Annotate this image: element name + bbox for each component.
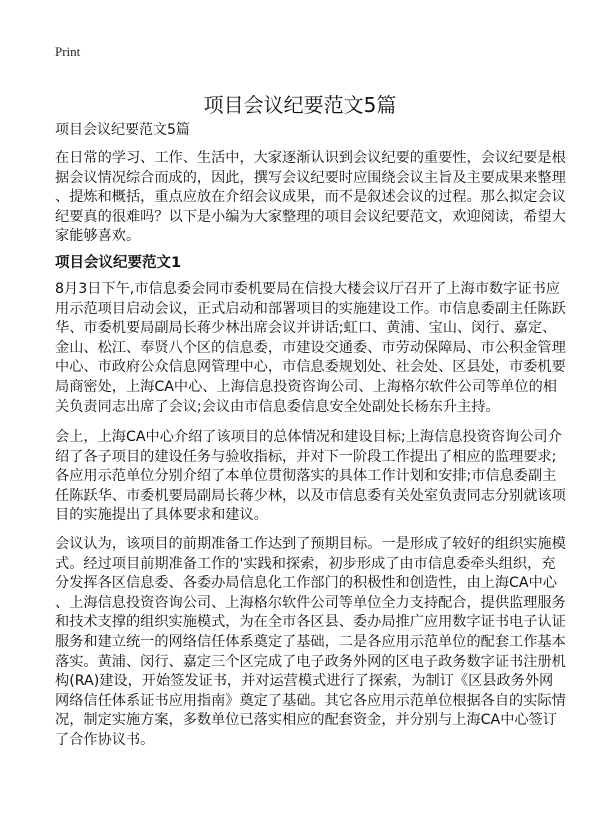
text-line: 、提炼和概括，重点应放在介绍会议成果，而不是叙述会议的过程。那么拟定会议 <box>55 189 566 206</box>
text-line: 式。经过项目前期准备工作的'实践和探索，初步形成了由市信息委牵头组织，充 <box>55 555 556 572</box>
text-line: 在日常的学习、工作、生活中，大家逐渐认识到会议纪要的重要性，会议纪要是根 <box>55 150 566 166</box>
page-title: 项目会议纪要范文5篇 <box>203 93 397 118</box>
text-line: 况，制定实施方案，多数单位已落实相应的配套资金，并分别与上海CA中心签订 <box>55 712 557 729</box>
text-line: 会上，上海CA中心介绍了该项目的总体情况和建设目标;上海信息投资咨询公司介 <box>55 429 562 445</box>
text-line: 据会议情况综合而成的，因此，撰写会议纪要时应围绕会议主旨及主要成果来整理 <box>55 169 566 186</box>
paragraph-1 <box>55 280 566 417</box>
text-line: 分发挥各区信息委、各委办局信息化工作部门的积极性和创造性，由上海CA中心 <box>55 575 557 592</box>
text-line: 金山、松江、奉贤八个区的信息委，市建设交通委、市劳动保障局、市公积金管理 <box>55 339 566 356</box>
text-line: 华、市委机要局副局长蒋少林出席会议并讲话;虹口、黄浦、宝山、闵行、嘉定、 <box>55 320 557 337</box>
text-line: 关负责同志出席了会议;会议由市信息委信息安全处副处长杨东升主持。 <box>55 398 500 415</box>
paragraph-2 <box>55 428 566 526</box>
text-line: 构(RA)建设，开始签发证书，并对运营模式进行了探索，为制订《区县政务外网 <box>55 673 554 690</box>
section-heading: 项目会议纪要范文1 <box>55 255 182 271</box>
text-line: 用示范项目启动会议，正式启动和部署项目的实施建设工作。市信息委副主任陈跃 <box>55 300 566 317</box>
text-line: 网络信任体系证书应用指南》奠定了基础。其它各应用示范单位根据各自的实际情 <box>55 692 566 709</box>
print-link[interactable]: Print <box>55 44 81 59</box>
text-line: 、上海信息投资咨询公司、上海格尔软件公司等单位全力支持配合，提供监理服务 <box>55 594 566 611</box>
text-line: 服务和建立统一的网络信任体系奠定了基础，二是各应用示范单位的配套工作基本 <box>55 633 566 650</box>
document-subtitle: 项目会议纪要范文5篇 <box>55 122 190 138</box>
text-line: 任陈跃华、市委机要局副局长蒋少林，以及市信息委有关处室负责同志分别就该项 <box>55 487 566 504</box>
text-line: 绍了各子项目的建设任务与验收指标，并对下一阶段工作提出了相应的监理要求; <box>55 448 557 465</box>
text-line: 各应用示范单位分别介绍了本单位贯彻落实的具体工作计划和安排;市信息委副主 <box>55 468 557 485</box>
text-line: 纪要真的很难吗？以下是小编为大家整理的项目会议纪要范文，欢迎阅读，希望大 <box>55 208 566 225</box>
intro-paragraph <box>55 149 566 247</box>
text-line: 落实。黄浦、闵行、嘉定三个区完成了电子政务外网的区电子政务数字证书注册机 <box>55 653 566 670</box>
text-line: 中心、市政府公众信息网管理中心，市信息委规划处、社会处、区县处，市委机要 <box>55 359 566 376</box>
text-line: 和技术支撑的组织实施模式，为在全市各区县、委办局推广应用数字证书电子认证 <box>55 614 566 631</box>
text-line: 局商密处，上海CA中心、上海信息投资咨询公司、上海格尔软件公司等单位的相 <box>55 378 557 395</box>
text-line: 目的实施提出了具体要求和建议。 <box>55 507 268 524</box>
text-line: 8月3日下午,市信息委会同市委机要局在信投大楼会议厅召开了上海市数字证书应 <box>55 281 560 297</box>
text-line: 了合作协议书。 <box>55 731 155 748</box>
text-line: 会议认为，该项目的前期准备工作达到了预期目标。一是形成了较好的组织实施模 <box>55 536 566 552</box>
text-line: 家能够喜欢。 <box>55 228 141 245</box>
paragraph-3 <box>55 535 566 751</box>
